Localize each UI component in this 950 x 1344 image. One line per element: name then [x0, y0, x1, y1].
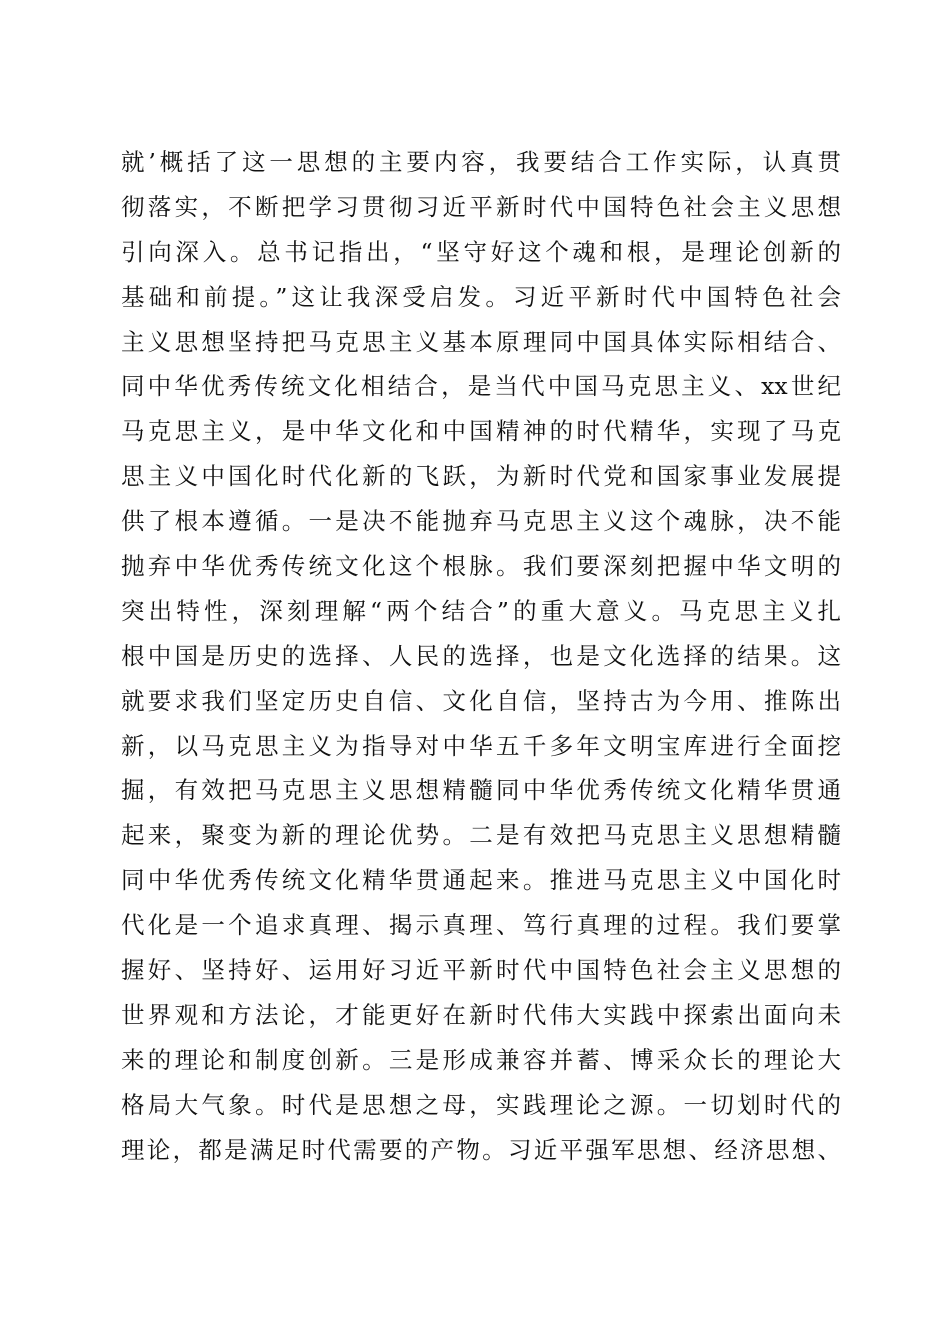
text-line: 引向深入。总书记指出，“坚守好这个魂和根，是理论创新的 — [121, 237, 841, 266]
text-line: 供了根本遵循。一是决不能抛弃马克思主义这个魂脉，决不能 — [121, 507, 841, 536]
text-line: 就’概括了这一思想的主要内容，我要结合工作实际，认真贯 — [121, 148, 841, 176]
text-line: 思主义中国化时代化新的飞跃，为新时代党和国家事业发展提 — [121, 462, 841, 491]
text-line: 同中华优秀传统文化相结合，是当代中国马克思主义、xx世纪 — [121, 372, 841, 401]
text-line: 起来，聚变为新的理论优势。二是有效把马克思主义思想精髓 — [121, 821, 841, 850]
text-line: 理论，都是满足时代需要的产物。习近平强军思想、经济思想、 — [121, 1135, 841, 1164]
text-line: 就要求我们坚定历史自信、文化自信，坚持古为今用、推陈出 — [121, 686, 841, 715]
text-line: 握好、坚持好、运用好习近平新时代中国特色社会主义思想的 — [121, 956, 841, 985]
text-line: 主义思想坚持把马克思主义基本原理同中国具体实际相结合、 — [121, 327, 841, 356]
text-line: 马克思主义，是中华文化和中国精神的时代精华，实现了马克 — [121, 417, 841, 446]
text-line: 彻落实，不断把学习贯彻习近平新时代中国特色社会主义思想 — [121, 192, 841, 221]
text-line: 抛弃中华优秀传统文化这个根脉。我们要深刻把握中华文明的 — [121, 552, 841, 581]
text-line: 根中国是历史的选择、人民的选择，也是文化选择的结果。这 — [121, 641, 841, 670]
text-line: 代化是一个追求真理、揭示真理、笃行真理的过程。我们要掌 — [121, 911, 841, 940]
text-line: 格局大气象。时代是思想之母，实践理论之源。一切划时代的 — [121, 1090, 841, 1119]
text-line: 世界观和方法论，才能更好在新时代伟大实践中探索出面向未 — [121, 1000, 841, 1029]
text-line: 突出特性，深刻理解“两个结合”的重大意义。马克思主义扎 — [121, 596, 841, 625]
text-line: 新，以马克思主义为指导对中华五千多年文明宝库进行全面挖 — [121, 731, 841, 760]
text-line: 来的理论和制度创新。三是形成兼容并蓄、博采众长的理论大 — [121, 1045, 841, 1074]
text-line: 同中华优秀传统文化精华贯通起来。推进马克思主义中国化时 — [121, 866, 841, 895]
body-paragraph — [121, 140, 841, 1172]
text-line: 基础和前提。”这让我深受启发。习近平新时代中国特色社会 — [121, 282, 841, 311]
text-line: 掘，有效把马克思主义思想精髓同中华优秀传统文化精华贯通 — [121, 776, 841, 805]
